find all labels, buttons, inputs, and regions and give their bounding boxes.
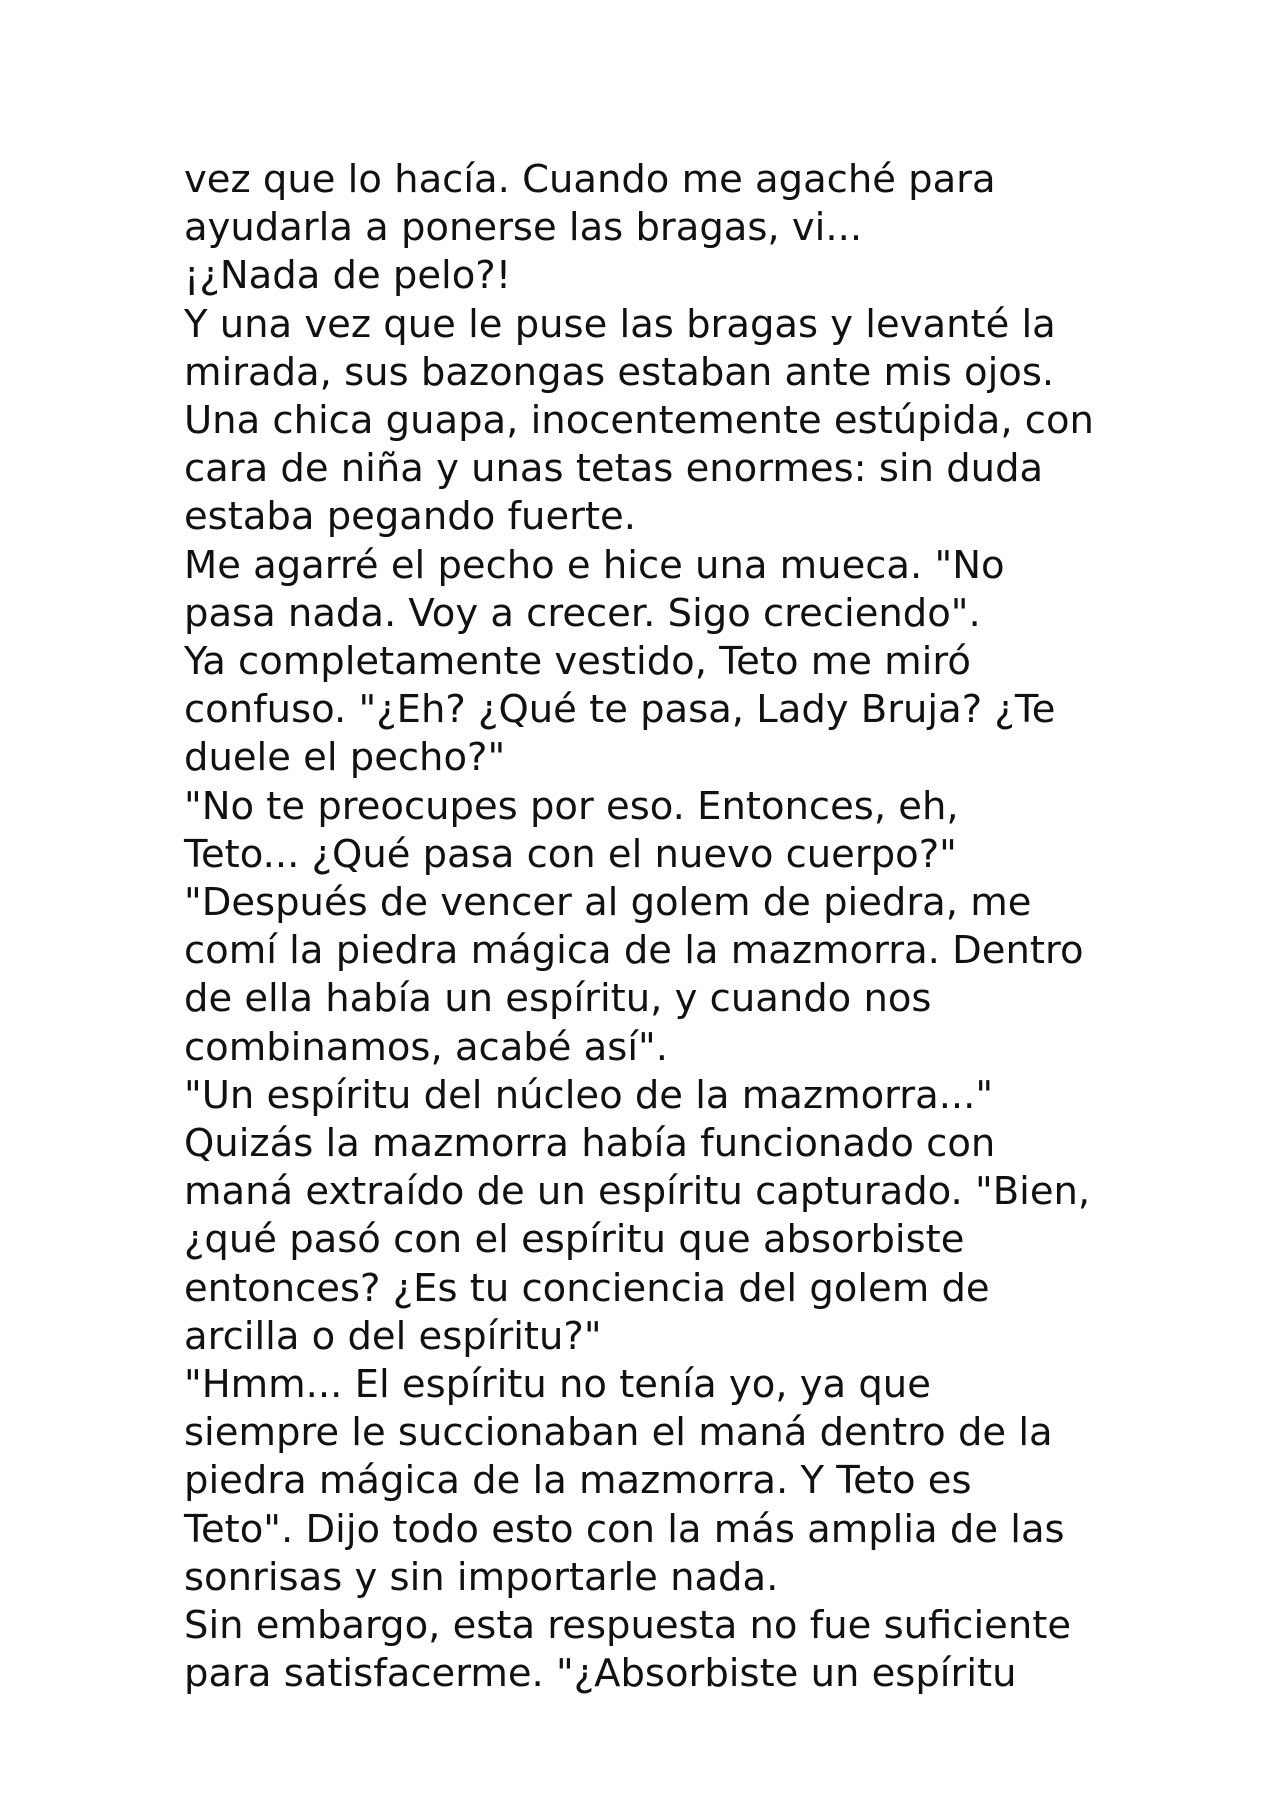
text-line: estaba pegando fuerte. (184, 494, 636, 540)
text-line: pasa nada. Voy a crecer. Sigo creciendo". (184, 590, 981, 636)
text-line: piedra mágica de la mazmorra. Y Teto es (184, 1458, 972, 1504)
text-line: Teto... ¿Qué pasa con el nuevo cuerpo?" (184, 831, 957, 877)
text-line: Sin embargo, esta respuesta no fue suficiente (184, 1603, 1072, 1649)
text-line: Quizás la mazmorra había funcionado con (184, 1121, 996, 1167)
text-line: ayudarla a ponerse las bragas, vi... (184, 205, 863, 251)
text-line: sonrisas y sin importarle nada. (184, 1554, 779, 1600)
text-line: "Un espíritu del núcleo de la mazmorra..." (184, 1072, 994, 1118)
text-line: Una chica guapa, inocentemente estúpida, con (184, 398, 1094, 444)
text-line: comí la piedra mágica de la mazmorra. Dentro (184, 928, 1084, 974)
text-line: "Después de vencer al golem de piedra, me (184, 880, 1032, 926)
text-line: Me agarré el pecho e hice una mueca. "No (184, 542, 1005, 588)
text-line: "Hmm... El espíritu no tenía yo, ya que (184, 1362, 931, 1408)
text-line: confuso. "¿Eh? ¿Qué te pasa, Lady Bruja? ¿Te (184, 687, 1056, 733)
text-line: combinamos, acabé así". (184, 1024, 668, 1070)
body-text (184, 156, 1184, 1699)
text-line: de ella había un espíritu, y cuando nos (184, 976, 932, 1022)
text-line: ¡¿Nada de pelo?! (184, 253, 512, 299)
text-line: entonces? ¿Es tu conciencia del golem de (184, 1265, 990, 1311)
text-line: maná extraído de un espíritu capturado. "Bien, (184, 1169, 1091, 1215)
text-line: arcilla o del espíritu?" (184, 1313, 602, 1359)
text-line: duele el pecho?" (184, 735, 506, 781)
text-line: siempre le succionaban el maná dentro de la (184, 1410, 1053, 1456)
text-line: Teto". Dijo todo esto con la más amplia de las (184, 1506, 1065, 1552)
text-line: cara de niña y unas tetas enormes: sin duda (184, 446, 1044, 492)
text-line: ¿qué pasó con el espíritu que absorbiste (184, 1217, 965, 1263)
text-line: Y una vez que le puse las bragas y levanté la (184, 301, 1056, 347)
text-line: para satisfacerme. "¿Absorbiste un espíritu (184, 1651, 1017, 1697)
text-line: vez que lo hacía. Cuando me agaché para (184, 157, 996, 202)
text-line: Ya completamente vestido, Teto me miró (184, 639, 971, 685)
text-line: "No te preocupes por eso. Entonces, eh, (184, 783, 959, 829)
text-line: mirada, sus bazongas estaban ante mis ojos. (184, 349, 1055, 395)
